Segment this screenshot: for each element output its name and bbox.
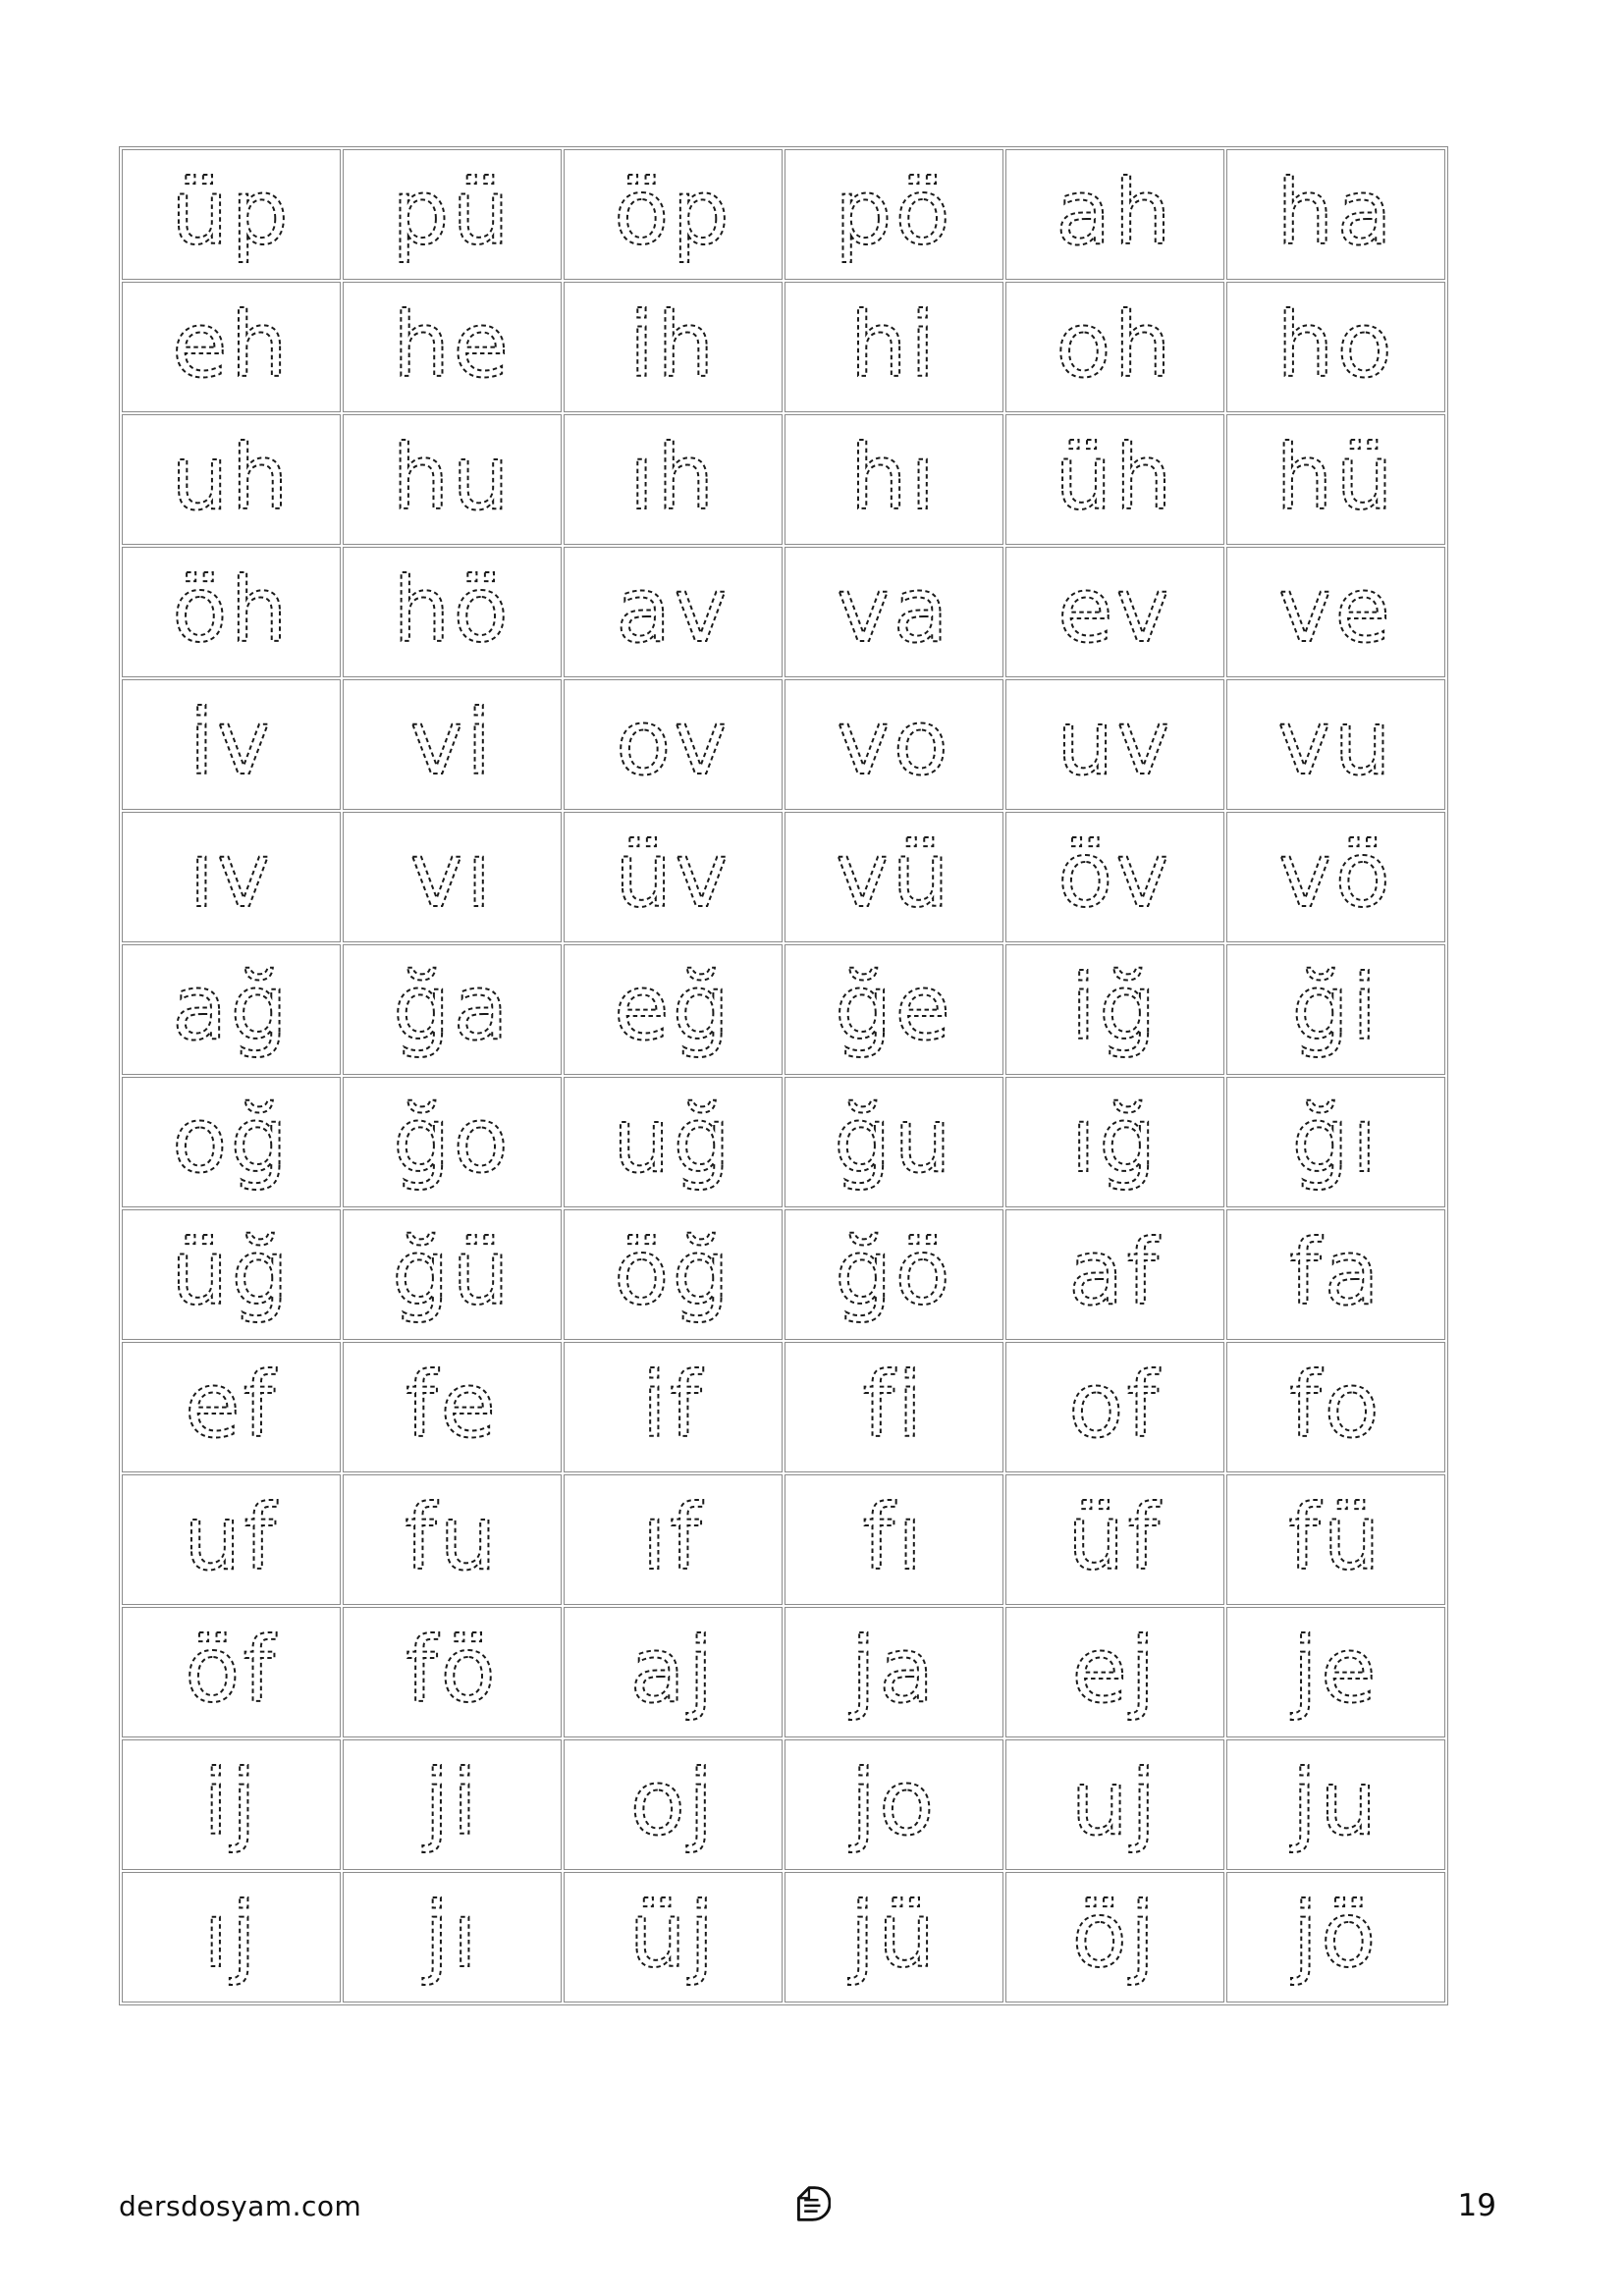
trace-syllable: fö <box>406 1618 499 1723</box>
trace-cell <box>122 1209 341 1340</box>
trace-cell <box>1005 1077 1224 1207</box>
trace-cell <box>1005 1739 1224 1870</box>
trace-syllable: üp <box>171 160 292 265</box>
trace-cell <box>1226 547 1445 677</box>
trace-cell <box>343 547 562 677</box>
table-row <box>122 812 1445 942</box>
trace-cell <box>1226 812 1445 942</box>
table-row <box>122 282 1445 412</box>
trace-syllable: ğa <box>393 955 512 1060</box>
trace-cell <box>1005 812 1224 942</box>
trace-syllable: fu <box>405 1485 500 1590</box>
trace-syllable: ağ <box>172 955 291 1060</box>
trace-cell <box>564 282 783 412</box>
trace-cell <box>1226 1342 1445 1472</box>
trace-cell <box>343 1209 562 1340</box>
trace-syllable: uğ <box>613 1088 733 1193</box>
trace-cell <box>1005 1872 1224 2002</box>
trace-syllable: iv <box>189 690 274 795</box>
trace-syllable: ah <box>1056 160 1174 265</box>
dersdosyam-logo <box>785 2181 831 2230</box>
trace-syllable: fa <box>1289 1220 1382 1325</box>
trace-syllable: üh <box>1055 425 1175 530</box>
trace-syllable: pü <box>392 160 513 265</box>
trace-syllable: oj <box>629 1750 717 1855</box>
trace-syllable: af <box>1068 1220 1162 1325</box>
trace-cell <box>564 1739 783 1870</box>
trace-cell <box>785 1739 1003 1870</box>
trace-cell <box>122 149 341 280</box>
trace-cell <box>122 1077 341 1207</box>
trace-cell <box>785 944 1003 1075</box>
trace-cell <box>785 1607 1003 1737</box>
trace-cell <box>564 1872 783 2002</box>
trace-cell <box>1226 1077 1445 1207</box>
trace-syllable: hu <box>392 425 513 530</box>
trace-syllable: fi <box>862 1353 926 1458</box>
trace-syllable: je <box>1292 1618 1380 1723</box>
table-row <box>122 414 1445 545</box>
table-row <box>122 149 1445 280</box>
trace-syllable: üj <box>628 1883 718 1988</box>
trace-syllable: pö <box>835 160 953 265</box>
trace-cell <box>343 414 562 545</box>
trace-syllable: ıh <box>628 425 718 530</box>
trace-syllable: ho <box>1276 293 1395 398</box>
trace-syllable: vo <box>837 690 951 795</box>
trace-syllable: hı <box>849 425 939 530</box>
trace-syllable: va <box>837 558 951 663</box>
page-number: 19 <box>1457 2188 1496 2223</box>
trace-syllable: he <box>393 293 512 398</box>
table-row <box>122 1607 1445 1737</box>
trace-syllable: vi <box>409 690 495 795</box>
trace-syllable: uv <box>1056 690 1173 795</box>
table-row <box>122 679 1445 810</box>
trace-syllable: jı <box>423 1883 481 1988</box>
table-row <box>122 1209 1445 1340</box>
trace-cell <box>343 944 562 1075</box>
trace-cell <box>122 1607 341 1737</box>
trace-cell <box>785 812 1003 942</box>
trace-syllable: jö <box>1292 1883 1380 1988</box>
trace-cell <box>343 1077 562 1207</box>
trace-syllable: öp <box>614 160 732 265</box>
trace-cell <box>122 1474 341 1605</box>
trace-syllable: ef <box>185 1353 278 1458</box>
trace-cell <box>122 812 341 942</box>
trace-syllable: uj <box>1070 1750 1160 1855</box>
trace-cell <box>564 1342 783 1472</box>
trace-syllable: uh <box>171 425 292 530</box>
site-url: dersdosyam.com <box>119 2189 362 2222</box>
trace-cell <box>785 1209 1003 1340</box>
trace-cell <box>564 149 783 280</box>
trace-syllable: vü <box>836 823 952 928</box>
trace-syllable: vö <box>1278 823 1393 928</box>
trace-cell <box>1005 414 1224 545</box>
trace-syllable: öh <box>172 558 291 663</box>
table-row <box>122 1872 1445 2002</box>
trace-cell <box>343 1872 562 2002</box>
trace-cell <box>343 679 562 810</box>
trace-syllable: fü <box>1288 1485 1383 1590</box>
trace-cell <box>1226 1872 1445 2002</box>
trace-syllable: üğ <box>171 1220 292 1325</box>
trace-cell <box>343 149 562 280</box>
table-row <box>122 944 1445 1075</box>
trace-syllable: öj <box>1071 1883 1159 1988</box>
trace-cell <box>1226 149 1445 280</box>
trace-cell <box>343 1342 562 1472</box>
trace-syllable: ğö <box>835 1220 953 1325</box>
trace-syllable: ha <box>1276 160 1395 265</box>
trace-syllable: eğ <box>614 955 732 1060</box>
trace-cell <box>1005 1342 1224 1472</box>
trace-syllable: ğo <box>393 1088 512 1193</box>
trace-cell <box>564 1607 783 1737</box>
trace-cell <box>564 1077 783 1207</box>
trace-syllable: ov <box>616 690 731 795</box>
trace-cell <box>564 414 783 545</box>
trace-cell <box>1005 944 1224 1075</box>
trace-syllable: ğü <box>392 1220 513 1325</box>
table-row <box>122 547 1445 677</box>
trace-cell <box>564 1209 783 1340</box>
trace-syllable: eh <box>172 293 291 398</box>
trace-syllable: ğe <box>835 955 953 1060</box>
trace-syllable: hü <box>1275 425 1396 530</box>
trace-syllable: ij <box>202 1750 260 1855</box>
trace-syllable: oh <box>1056 293 1174 398</box>
trace-cell <box>785 1872 1003 2002</box>
trace-cell <box>1005 282 1224 412</box>
trace-cell <box>343 812 562 942</box>
trace-syllable: ığ <box>1070 1088 1160 1193</box>
trace-cell <box>785 282 1003 412</box>
trace-syllable: üv <box>615 823 731 928</box>
trace-cell <box>1005 149 1224 280</box>
trace-cell <box>1005 679 1224 810</box>
trace-cell <box>122 679 341 810</box>
trace-syllable: öğ <box>614 1220 732 1325</box>
trace-cell <box>785 414 1003 545</box>
trace-cell <box>122 1739 341 1870</box>
trace-syllable: ej <box>1071 1618 1159 1723</box>
trace-syllable: vı <box>409 823 495 928</box>
table-row <box>122 1077 1445 1207</box>
trace-syllable: ih <box>628 293 718 398</box>
trace-cell <box>343 1474 562 1605</box>
page-footer <box>119 2171 1496 2240</box>
trace-syllable: ju <box>1291 1750 1380 1855</box>
trace-syllable: of <box>1068 1353 1162 1458</box>
trace-syllable: oğ <box>172 1088 291 1193</box>
trace-cell <box>785 547 1003 677</box>
trace-cell <box>785 1342 1003 1472</box>
trace-cell <box>785 1474 1003 1605</box>
trace-cell <box>1226 1209 1445 1340</box>
trace-syllable: ıv <box>189 823 274 928</box>
trace-cell <box>1226 1474 1445 1605</box>
trace-cell <box>785 679 1003 810</box>
trace-cell <box>1005 1607 1224 1737</box>
table-row <box>122 1474 1445 1605</box>
trace-cell <box>1005 1474 1224 1605</box>
trace-syllable: üf <box>1067 1485 1163 1590</box>
trace-cell <box>564 547 783 677</box>
trace-cell <box>564 679 783 810</box>
trace-cell <box>122 1342 341 1472</box>
trace-syllable: öf <box>185 1618 278 1723</box>
table-row <box>122 1739 1445 1870</box>
trace-syllable: ği <box>1291 955 1380 1060</box>
trace-cell <box>122 547 341 677</box>
trace-cell <box>1005 547 1224 677</box>
trace-syllable: hö <box>393 558 512 663</box>
trace-syllable: fe <box>406 1353 499 1458</box>
trace-table <box>119 146 1448 2005</box>
trace-syllable: ıj <box>202 1883 260 1988</box>
trace-cell <box>1226 282 1445 412</box>
trace-cell <box>785 149 1003 280</box>
trace-syllable: ji <box>423 1750 481 1855</box>
trace-cell <box>343 282 562 412</box>
trace-syllable: ev <box>1056 558 1173 663</box>
trace-syllable: jo <box>850 1750 938 1855</box>
trace-table-body <box>122 149 1445 2002</box>
trace-cell <box>122 944 341 1075</box>
trace-cell <box>564 1474 783 1605</box>
trace-syllable: vu <box>1277 690 1394 795</box>
document-d-logo-icon <box>785 2181 831 2226</box>
trace-cell <box>1226 1607 1445 1737</box>
trace-syllable: if <box>641 1353 705 1458</box>
trace-cell <box>1226 679 1445 810</box>
trace-syllable: fı <box>862 1485 926 1590</box>
trace-syllable: fo <box>1289 1353 1382 1458</box>
trace-cell <box>1226 414 1445 545</box>
trace-cell <box>1226 944 1445 1075</box>
trace-cell <box>122 282 341 412</box>
trace-cell <box>343 1739 562 1870</box>
trace-syllable: iğ <box>1070 955 1160 1060</box>
trace-cell <box>564 812 783 942</box>
trace-syllable: ğu <box>834 1088 954 1193</box>
trace-cell <box>1226 1739 1445 1870</box>
trace-syllable: ve <box>1277 558 1394 663</box>
trace-syllable: aj <box>629 1618 717 1723</box>
trace-syllable: ja <box>850 1618 938 1723</box>
trace-syllable: jü <box>849 1883 939 1988</box>
trace-syllable: av <box>616 558 731 663</box>
trace-cell <box>343 1607 562 1737</box>
trace-syllable: ğı <box>1291 1088 1380 1193</box>
trace-cell <box>122 414 341 545</box>
trace-syllable: hi <box>849 293 939 398</box>
trace-cell <box>564 944 783 1075</box>
trace-syllable: uf <box>184 1485 279 1590</box>
trace-cell <box>122 1872 341 2002</box>
trace-syllable: ıf <box>641 1485 705 1590</box>
trace-syllable: öv <box>1057 823 1172 928</box>
trace-cell <box>785 1077 1003 1207</box>
table-row <box>122 1342 1445 1472</box>
trace-cell <box>1005 1209 1224 1340</box>
